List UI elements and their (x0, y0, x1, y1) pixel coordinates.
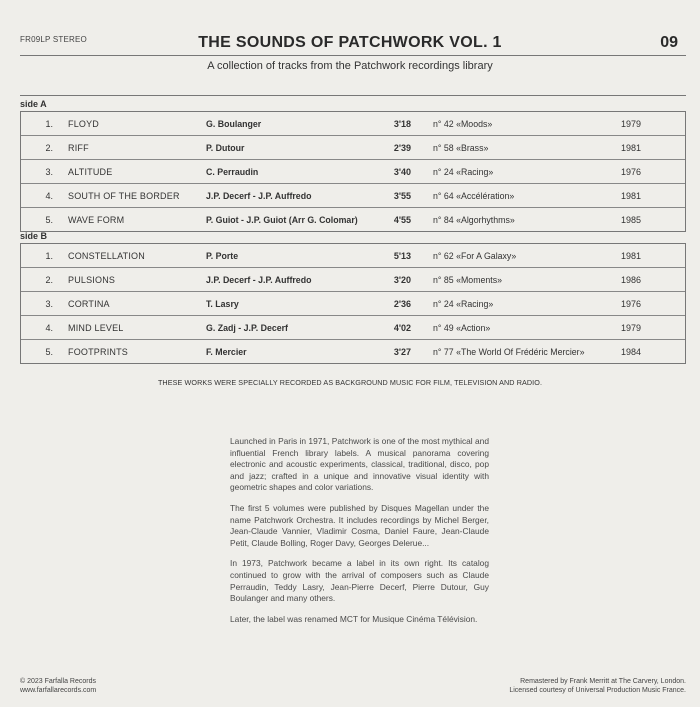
track-year: 1986 (621, 275, 642, 285)
track-library-ref: n° 42 «Moods» (433, 119, 493, 129)
track-year: 1981 (621, 143, 642, 153)
volume-number: 09 (660, 34, 678, 51)
track-library-ref: n° 24 «Racing» (433, 167, 494, 177)
catalog-number: FR09LP STEREO (20, 35, 87, 44)
track-year: 1984 (621, 347, 642, 357)
track-title: SOUTH OF THE BORDER (68, 191, 180, 201)
track-year: 1976 (621, 299, 642, 309)
track-duration: 3'18 (393, 119, 411, 129)
track-row (21, 292, 685, 316)
side-a-tracklist (20, 111, 686, 232)
website-link[interactable]: www.farfallarecords.com (20, 687, 97, 694)
track-title: FOOTPRINTS (68, 347, 128, 357)
track-composer: G. Boulanger (206, 119, 262, 129)
credits-block (509, 677, 686, 695)
track-number: 4. (45, 191, 53, 201)
liner-notes (230, 436, 489, 634)
album-subtitle: A collection of tracks from the Patchwork recordings library (207, 60, 493, 72)
track-number: 1. (45, 251, 53, 261)
track-title: ALTITUDE (68, 167, 113, 177)
track-composer: J.P. Decerf - J.P. Auffredo (206, 191, 312, 201)
track-composer: C. Perraudin (206, 167, 259, 177)
track-number: 2. (45, 143, 53, 153)
track-library-ref: n° 24 «Racing» (433, 299, 494, 309)
track-number: 5. (45, 347, 53, 357)
track-year: 1985 (621, 215, 642, 225)
track-number: 4. (45, 323, 53, 333)
track-row (21, 184, 685, 208)
track-number: 5. (45, 215, 53, 225)
side-b-label: side B (20, 231, 48, 241)
track-year: 1981 (621, 191, 642, 201)
liner-paragraph: In 1973, Patchwork became a label in its own right. Its catalog continued to grow with the arrival of composers such as Claude Perraudin, Teddy Lasry, Jean-Pierre Decerf, Pierre Dutour, Guy Boulanger and many others. (230, 558, 489, 604)
side-a-label: side A (20, 99, 47, 109)
track-library-ref: n° 84 «Algorhythms» (433, 215, 515, 225)
track-row (21, 136, 685, 160)
track-library-ref: n° 77 «The World Of Frédéric Mercier» (433, 347, 585, 357)
track-number: 1. (45, 119, 53, 129)
usage-note: THESE WORKS WERE SPECIALLY RECORDED AS BACKGROUND MUSIC FOR FILM, TELEVISION AND RADIO. (157, 378, 543, 387)
remaster-credit: Remastered by Frank Merritt at The Carvery, London. (520, 678, 686, 685)
liner-paragraph: Launched in Paris in 1971, Patchwork is one of the most mythical and influential French library labels. A musical panorama covering electronic and acoustic experiments, classical, traditional, disco, pop and jazz; crafted in a unique and innovative visual identity with geometric shapes and color variations. (230, 436, 489, 493)
track-row (21, 244, 685, 268)
track-composer: F. Mercier (206, 347, 247, 357)
track-duration: 4'02 (393, 323, 411, 333)
track-duration: 5'13 (393, 251, 411, 261)
license-credit: Licensed courtesy of Universal Production Music France. (509, 687, 686, 694)
track-title: PULSIONS (68, 275, 116, 285)
track-year: 1976 (621, 167, 642, 177)
header-divider (20, 55, 686, 56)
track-title: CORTINA (68, 299, 110, 309)
track-row (21, 160, 685, 184)
liner-paragraph: Later, the label was renamed MCT for Musique Cinéma Télévision. (230, 613, 478, 624)
track-library-ref: n° 49 «Action» (433, 323, 491, 333)
track-library-ref: n° 85 «Moments» (433, 275, 503, 285)
track-title: CONSTELLATION (68, 251, 145, 261)
track-title: FLOYD (68, 119, 100, 129)
track-composer: P. Dutour (206, 143, 245, 153)
track-number: 3. (45, 299, 53, 309)
track-title: RIFF (68, 143, 89, 153)
track-year: 1979 (621, 119, 642, 129)
track-composer: G. Zadj - J.P. Decerf (206, 323, 288, 333)
track-composer: T. Lasry (206, 299, 239, 309)
track-library-ref: n° 62 «For A Galaxy» (433, 251, 517, 261)
copyright-text: © 2023 Farfalla Records (20, 678, 96, 685)
track-row (21, 268, 685, 292)
track-composer: J.P. Decerf - J.P. Auffredo (206, 275, 312, 285)
side-b-tracklist (20, 243, 686, 364)
track-number: 3. (45, 167, 53, 177)
track-duration: 3'27 (393, 347, 411, 357)
tracklist-divider (20, 95, 686, 96)
track-year: 1979 (621, 323, 642, 333)
track-library-ref: n° 58 «Brass» (433, 143, 489, 153)
track-year: 1981 (621, 251, 642, 261)
track-row (21, 208, 685, 231)
track-duration: 2'36 (393, 299, 411, 309)
track-row (21, 340, 685, 363)
track-duration: 2'39 (393, 143, 411, 153)
album-title: THE SOUNDS OF PATCHWORK VOL. 1 (198, 34, 502, 51)
track-row (21, 316, 685, 340)
track-duration: 3'55 (393, 191, 411, 201)
track-number: 2. (45, 275, 53, 285)
copyright-block (20, 677, 96, 695)
track-duration: 3'20 (393, 275, 411, 285)
track-title: WAVE FORM (68, 215, 125, 225)
track-row (21, 112, 685, 136)
track-duration: 4'55 (393, 215, 411, 225)
track-composer: P. Guiot - J.P. Guiot (Arr G. Colomar) (206, 215, 358, 225)
track-library-ref: n° 64 «Accélération» (433, 191, 515, 201)
liner-paragraph: The first 5 volumes were published by Disques Magellan under the name Patchwork Orchestra. It includes recordings by Michel Berger, Jean-Claude Vannier, Vladimir Cosma, Daniel Faure, Jean-Claude Petit, Claude Bolling, Roger Davy, Georges Delerue... (230, 502, 489, 548)
track-composer: P. Porte (206, 251, 239, 261)
track-title: MIND LEVEL (68, 323, 124, 333)
track-duration: 3'40 (393, 167, 411, 177)
